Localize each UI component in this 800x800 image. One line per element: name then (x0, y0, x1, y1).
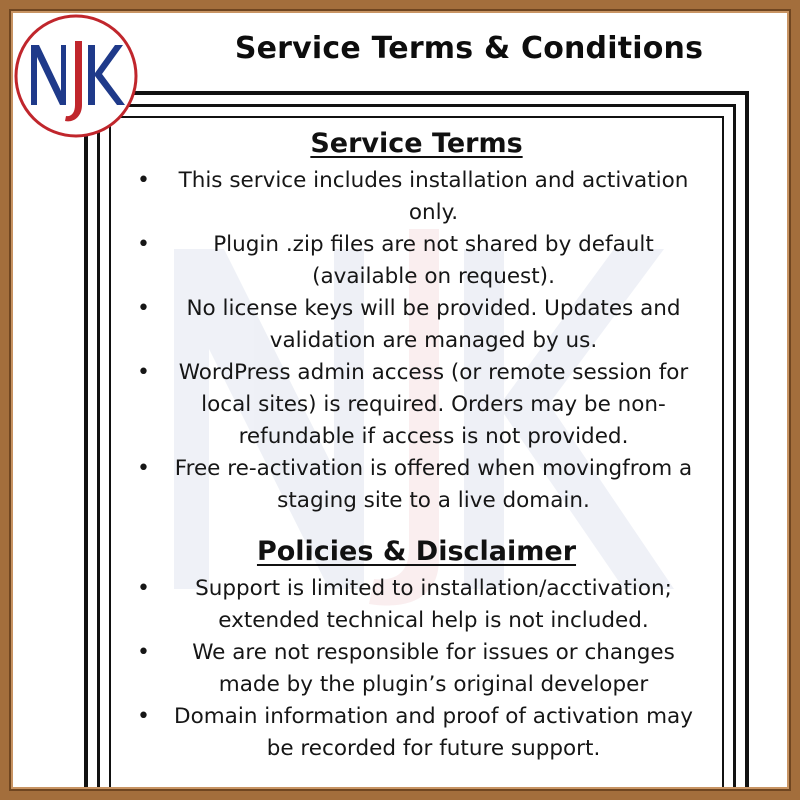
list-item: • Domain information and proof of activation may be recorded for future support. (119, 701, 714, 765)
list-item: • This service includes installation and activation only. (119, 165, 714, 229)
bullet-icon: • (137, 232, 150, 257)
section-title-service-terms: Service Terms (310, 128, 523, 159)
list-item: • We are not responsible for issues or changes made by the plugin’s original developer (119, 637, 714, 701)
bullet-icon: • (137, 456, 150, 481)
policies-list (119, 573, 714, 765)
bullet-icon: • (137, 360, 150, 385)
document-canvas (9, 9, 791, 791)
bullet-icon: • (137, 168, 150, 193)
njk-logo (13, 13, 139, 139)
bullet-icon: • (137, 704, 150, 729)
page-title: Service Terms & Conditions (234, 31, 704, 66)
list-item: • Free re-activation is offered when movingfrom a staging site to a live domain. (119, 453, 714, 517)
service-terms-list (119, 165, 714, 517)
list-item: • WordPress admin access (or remote session for local sites) is required. Orders may be non-refundable if access is not provided. (119, 357, 714, 453)
list-item: • Plugin .zip files are not shared by default (available on request). (119, 229, 714, 293)
bullet-icon: • (137, 640, 150, 665)
bullet-icon: • (137, 576, 150, 601)
terms-content (119, 127, 714, 765)
list-item: • No license keys will be provided. Updates and validation are managed by us. (119, 293, 714, 357)
list-item: • Support is limited to installation/acctivation; extended technical help is not included. (119, 573, 714, 637)
section-title-policies: Policies & Disclaimer (256, 536, 577, 567)
bullet-icon: • (137, 296, 150, 321)
